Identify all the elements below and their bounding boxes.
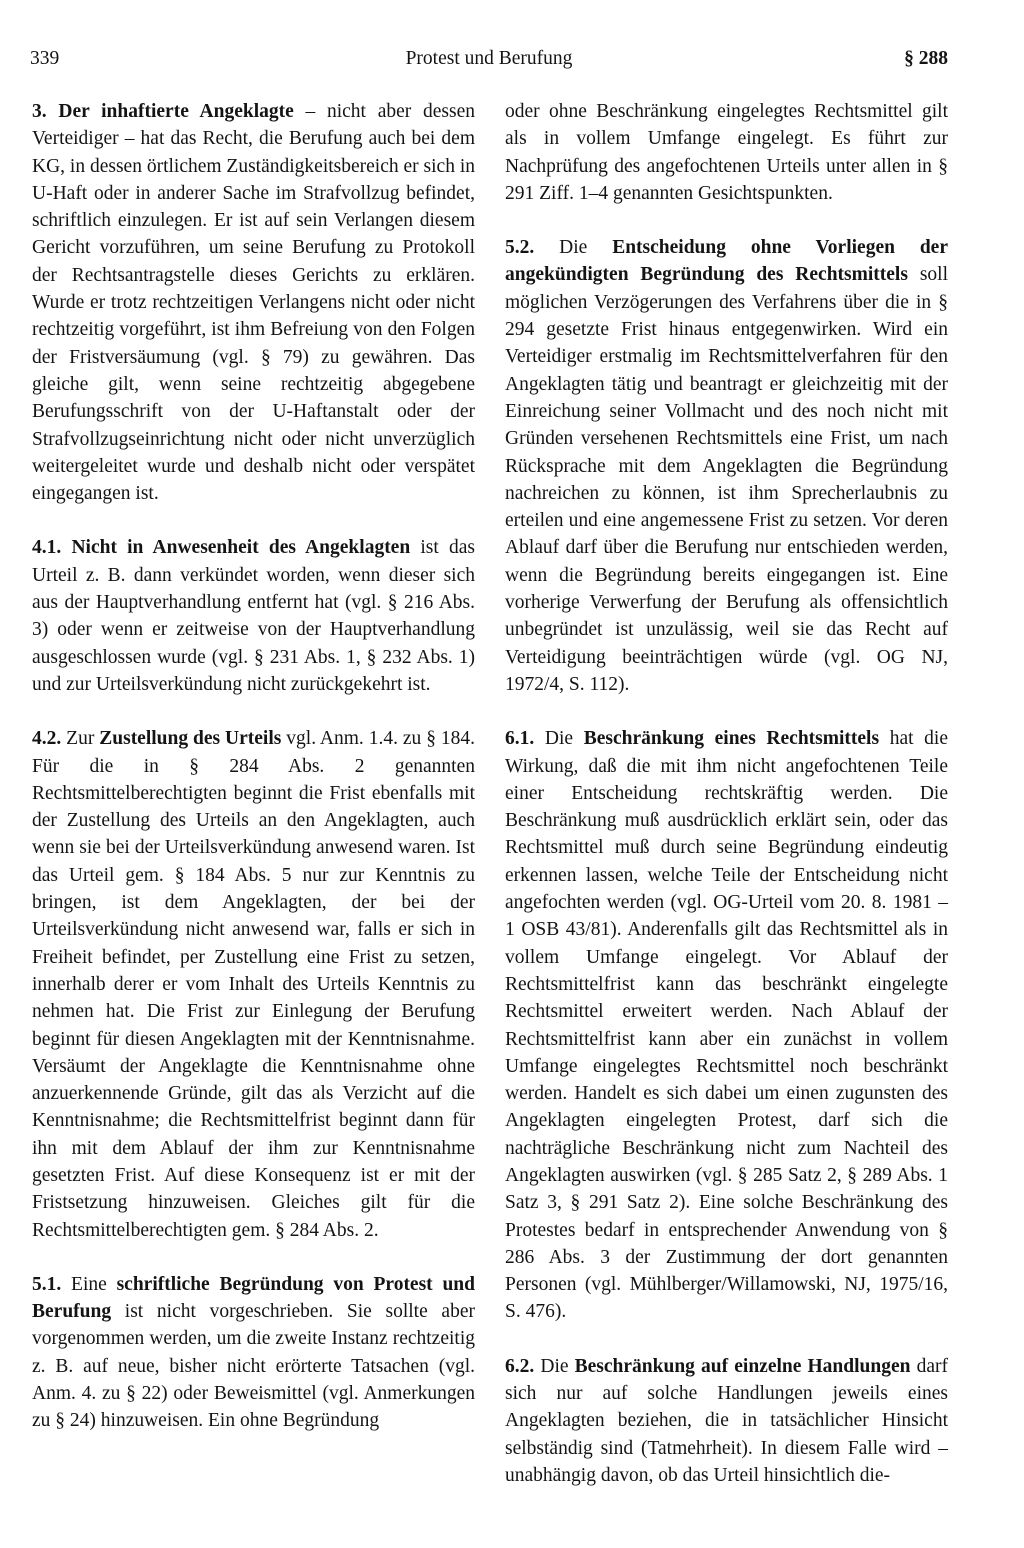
right-column (505, 98, 948, 1516)
paragraph-lead: Zur (61, 728, 100, 750)
paragraph-lead: Eine (61, 1273, 117, 1295)
paragraph-4-1 (32, 534, 475, 698)
paragraph-number: 6.1. (505, 728, 535, 750)
paragraph-lead: Die (534, 728, 584, 750)
paragraph-text: vgl. Anm. 1.4. zu § 184. Für die in § 284 Abs. 2 genannten Rechtsmittelberechtigten beginnt die Frist ebenfalls mit der Zustellung des Urteils an den Angeklagten, auch wenn sie bei der Urteilsverkündung anwesend waren. Ist das Urteil gem. § 184 Abs. 5 nur zur Kenntnis zu bringen, ist dem Angeklagten, der bei der Urteilsverkündung nicht anwesend war, falls er sich in Freiheit befindet, per Zustellung eine Frist zu setzen, innerhalb derer er vom Inhalt des Urteils Kenntnis zu nehmen hat. Die Frist zur Einlegung der Berufung beginnt für diesen Angeklagten mit der Kenntnisnahme. Versäumt der Angeklagte die Kenntnisnahme ohne anzuerkennende Gründe, gilt das als Verzicht auf die Kenntnisnahme; die Rechtsmittelfrist beginnt dann für ihn mit dem Ablauf der ihm zur Kenntnisnahme gesetzten Frist. Auf diese Konsequenz ist er mit der Fristsetzung hinzuweisen. Gleiches gilt für die Rechtsmittelberechtigten gem. § 284 Abs. 2. (32, 728, 476, 1241)
paragraph-text: – nicht aber dessen Verteidiger – hat das Recht, die Berufung auch bei dem KG, in dessen örtlichem Zuständigkeitsbereich er sich in U-Haft oder in anderer Sache im Strafvollzug befindet, schriftlich einzulegen. Er ist auf sein Verlangen diesem Gericht vorzuführen, um seine Berufung zu Protokoll der Rechtsantragstelle dieses Gerichts zu erklären. Wurde er trotz rechtzeitigen Verlangens nicht oder nicht rechtzeitig vorgeführt, ist ihm Befreiung von den Folgen der Fristversäumung (vgl. § 79) zu gewähren. Das gleiche gilt, wenn seine rechtzeitig abgegebene Berufungsschrift von der U-Haftanstalt oder der Strafvollzugseinrichtung nicht oder nicht unverzüglich weitergeleitet wurde und deshalb nicht oder verspätet eingegangen ist. (32, 101, 475, 505)
running-header (30, 48, 948, 78)
paragraph-number: 5.1. (32, 1273, 62, 1295)
paragraph-text: oder ohne Beschränkung eingelegtes Rechtsmittel gilt als in vollem Umfange eingelegt. Es führt zur Nachprüfung des angefochtenen Urteils unter allen in § 291 Ziff. 1–4 genannten Gesichtspunkten. (505, 101, 948, 204)
paragraph-5-2 (505, 234, 948, 698)
bold-term: Zustellung des Urteils (99, 728, 282, 750)
paragraph-text: darf sich nur auf solche Handlungen jeweils eines Angeklagten beziehen, die in tatsächlicher Hinsicht selbständig sind (Tatmehrheit). In diesem Falle wird – unabhängig davon, ob das Urteil hinsichtlich die- (505, 1355, 948, 1486)
section-number: § 288 (904, 48, 948, 69)
paragraph-number: 3. (32, 101, 47, 122)
left-column (32, 98, 475, 1462)
paragraph-6-1 (505, 725, 948, 1326)
paragraph-number: 6.2. (505, 1355, 535, 1377)
paragraph-3 (32, 98, 475, 507)
paragraph-6-2 (505, 1353, 948, 1489)
bold-term: Beschränkung auf einzelne Handlungen (574, 1355, 911, 1377)
bold-term: Beschränkung eines Rechtsmittels (583, 728, 880, 750)
paragraph-5-1 (32, 1271, 475, 1435)
paragraph-continuation (505, 98, 948, 207)
page-number: 339 (30, 48, 60, 69)
paragraph-number: 4.1. (32, 537, 62, 559)
paragraph-lead: Die (534, 237, 613, 259)
paragraph-number: 4.2. (32, 728, 62, 750)
bold-term: Entscheidung ohne Vorliegen der angekündigten Begründung des Rechtsmittels (505, 237, 948, 286)
running-title: Protest und Berufung (405, 48, 573, 69)
paragraph-text: soll möglichen Verzögerungen des Verfahrens über die in § 294 gesetzte Frist hinaus entgegenwirken. Wird ein Verteidiger erstmalig im Rechtsmittelverfahren für den Angeklagten tätig und beantragt er gleichzeitig mit der Einreichung seiner Vollmacht und des noch nicht mit Gründen versehenen Rechtsmittels eine Frist, um nach Rücksprache mit dem Angeklagten die Begründung nachreichen zu können, ist ihm Sprecherlaubnis zu erteilen und eine angemessene Frist zu setzen. Vor deren Ablauf darf über die Berufung nur entschieden werden, wenn die Begründung bereits eingegangen ist. Eine vorherige Verwerfung der Berufung als offensichtlich unbegründet ist unzulässig, weil sie das Recht auf Verteidigung beeinträchtigen würde (vgl. OG NJ, 1972/4, S. 112). (505, 264, 948, 695)
bold-term: schriftliche Begründung von Protest und Berufung (32, 1273, 476, 1323)
paragraph-text: hat die Wirkung, daß die mit ihm nicht angefochtenen Teile einer Entscheidung rechtskräftig werden. Die Beschränkung muß ausdrücklich erklärt sein, oder das Rechtsmittel muß durch seine Begründung eindeutig erkennen lassen, welche Teile der Entscheidung nicht angefochten werden (vgl. OG-Urteil vom 20. 8. 1981 – 1 OSB 43/81). Anderenfalls gilt das Rechtsmittel als in vollem Umfange eingelegt. Vor Ablauf der Rechtsmittelfrist kann das beschränkt eingelegte Rechtsmittel erweitert werden. Nach Ablauf der Rechtsmittelfrist kann aber ein zunächst in vollem Umfange eingelegtes Rechtsmittel noch beschränkt werden. Handelt es sich dabei um einen zugunsten des Angeklagten eingelegten Protest, darf sich die nachträgliche Beschränkung nicht zum Nachteil des Angeklagten auswirken (vgl. § 285 Satz 2, § 289 Abs. 1 Satz 3, § 291 Satz 2). Eine solche Beschränkung des Protestes bedarf in entsprechender Anwendung von § 286 Abs. 3 der Zustimmung der dort genannten Personen (vgl. Mühlberger/Willamowski, NJ, 1975/16, S. 476). (505, 728, 949, 1323)
paragraph-number: 5.2. (505, 237, 535, 259)
bold-term: Nicht in Anwesenheit des Angeklagten (71, 537, 411, 559)
paragraph-lead: Die (534, 1355, 575, 1377)
paragraph-text: ist nicht vorgeschrieben. Sie sollte aber vorgenommen werden, um die zweite Instanz rechtzeitig z. B. auf neue, bisher nicht erörterte Tatsachen (vgl. Anm. 4. zu § 22) oder Beweismittel (vgl. Anmerkungen zu § 24) hinzuweisen. Ein ohne Begründung (32, 1301, 475, 1432)
paragraph-4-2 (32, 725, 475, 1244)
paragraph-text: ist das Urteil z. B. dann verkündet worden, wenn dieser sich aus der Hauptverhandlung entfernt hat (vgl. § 216 Abs. 3) oder wenn er zeitweise von der Hauptverhandlung ausgeschlossen wurde (vgl. § 231 Abs. 1, § 232 Abs. 1) und zur Urteilsverkündung nicht zurückgekehrt ist. (32, 537, 475, 695)
bold-term: Der inhaftierte Angeklagte (58, 101, 294, 122)
